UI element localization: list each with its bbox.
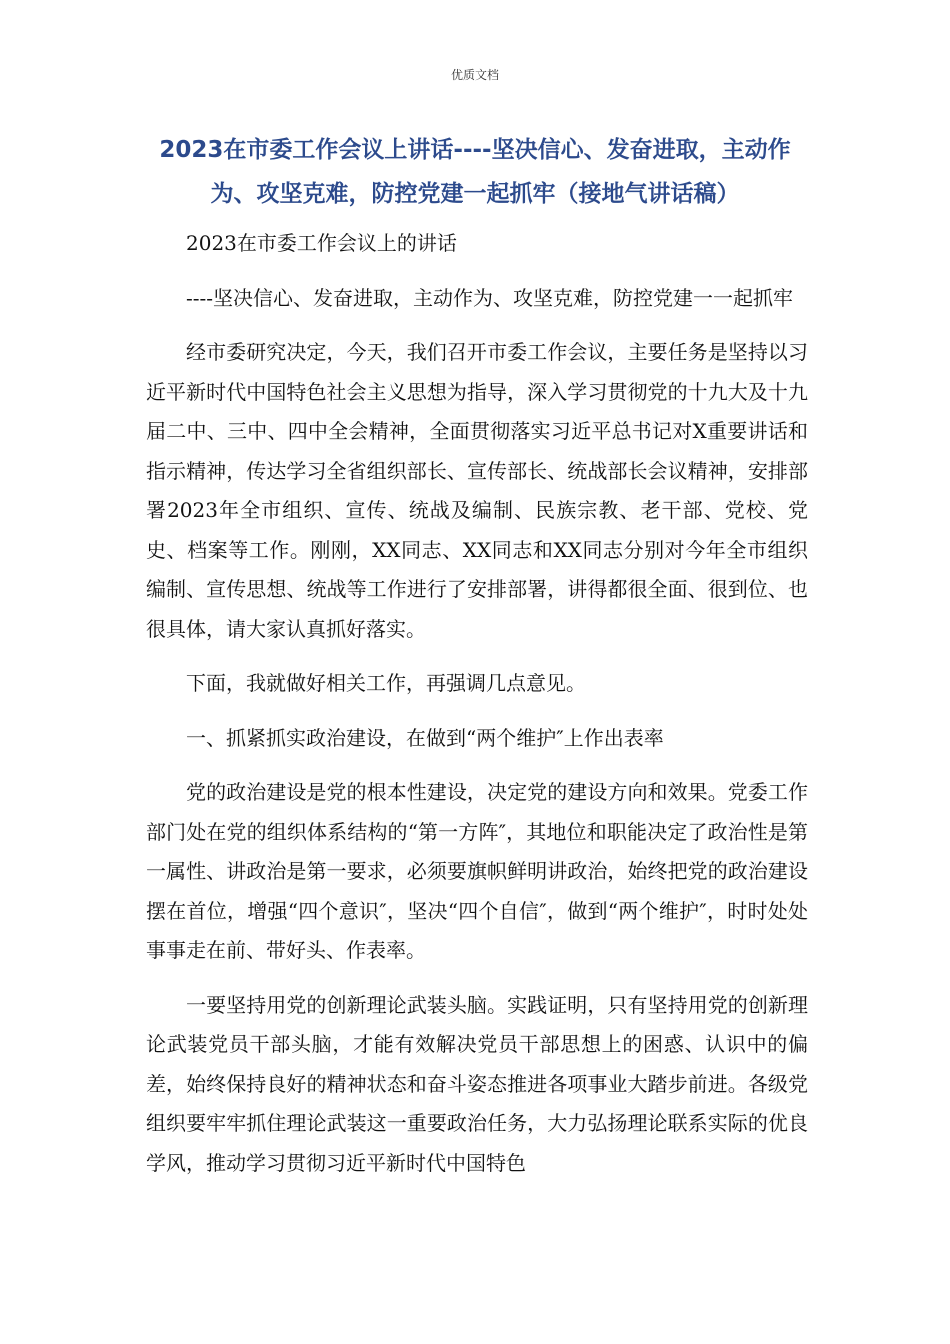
header-label: 优质文档	[450, 68, 499, 82]
document-title: 2023在市委工作会议上讲话----坚决信心、发奋进取，主动作为、攻坚克难，防控党建一起抓牢（接地气讲话稿）	[159, 137, 791, 207]
section-heading: 一、抓紧抓实政治建设，在做到“两个维护″上作出表率	[186, 725, 664, 750]
body-paragraph: 经市委研究决定，今天，我们召开市委工作会议，主要任务是坚持以习近平新时代中国特色社会主义思想为指导，深入学习贯彻党的十九大及十九届二中、三中、四中全会精神，全面贯彻落实习近平总书记对X重要讲话和指示精神，传达学习全省组织部长、宣传部长、统战部长会议精神，安排部署2023年全市组织、宣传、统战及编制、民族宗教、老干部、党校、党史、档案等工作。刚刚，XX同志、XX同志和XX同志分别对今年全市组织编制、宣传思想、统战等工作进行了安排部署，讲得都很全面、很到位、也很具体，请大家认真抓好落实。	[146, 340, 808, 641]
body-paragraph: 下面，我就做好相关工作，再强调几点意见。	[186, 671, 586, 695]
body-paragraph: 党的政治建设是党的根本性建设，决定党的建设方向和效果。党委工作部门处在党的组织体系结构的“第一方阵″，其地位和职能决定了政治性是第一属性、讲政治是第一要求，必须要旗帜鲜明讲政治，始终把党的政治建设摆在首位，增强“四个意识″，坚决“四个自信″，做到“两个维护″，时时处处事事走在前、带好头、作表率。	[146, 780, 808, 962]
speech-heading: 2023在市委工作会议上的讲话	[186, 231, 457, 255]
body-paragraph: 一要坚持用党的创新理论武装头脑。实践证明，只有坚持用党的创新理论武装党员干部头脑，才能有效解决党员干部思想上的困惑、认识中的偏差，始终保持良好的精神状态和奋斗姿态推进各项事业大踏步前进。各级党组织要牢牢抓住理论武装这一重要政治任务，大力弘扬理论联系实际的优良学风，推动学习贯彻习近平新时代中国特色	[146, 992, 808, 1175]
document-body	[146, 224, 808, 1198]
speech-subtitle: ----坚决信心、发奋进取，主动作为、攻坚克难，防控党建一一起抓牢	[186, 285, 794, 310]
